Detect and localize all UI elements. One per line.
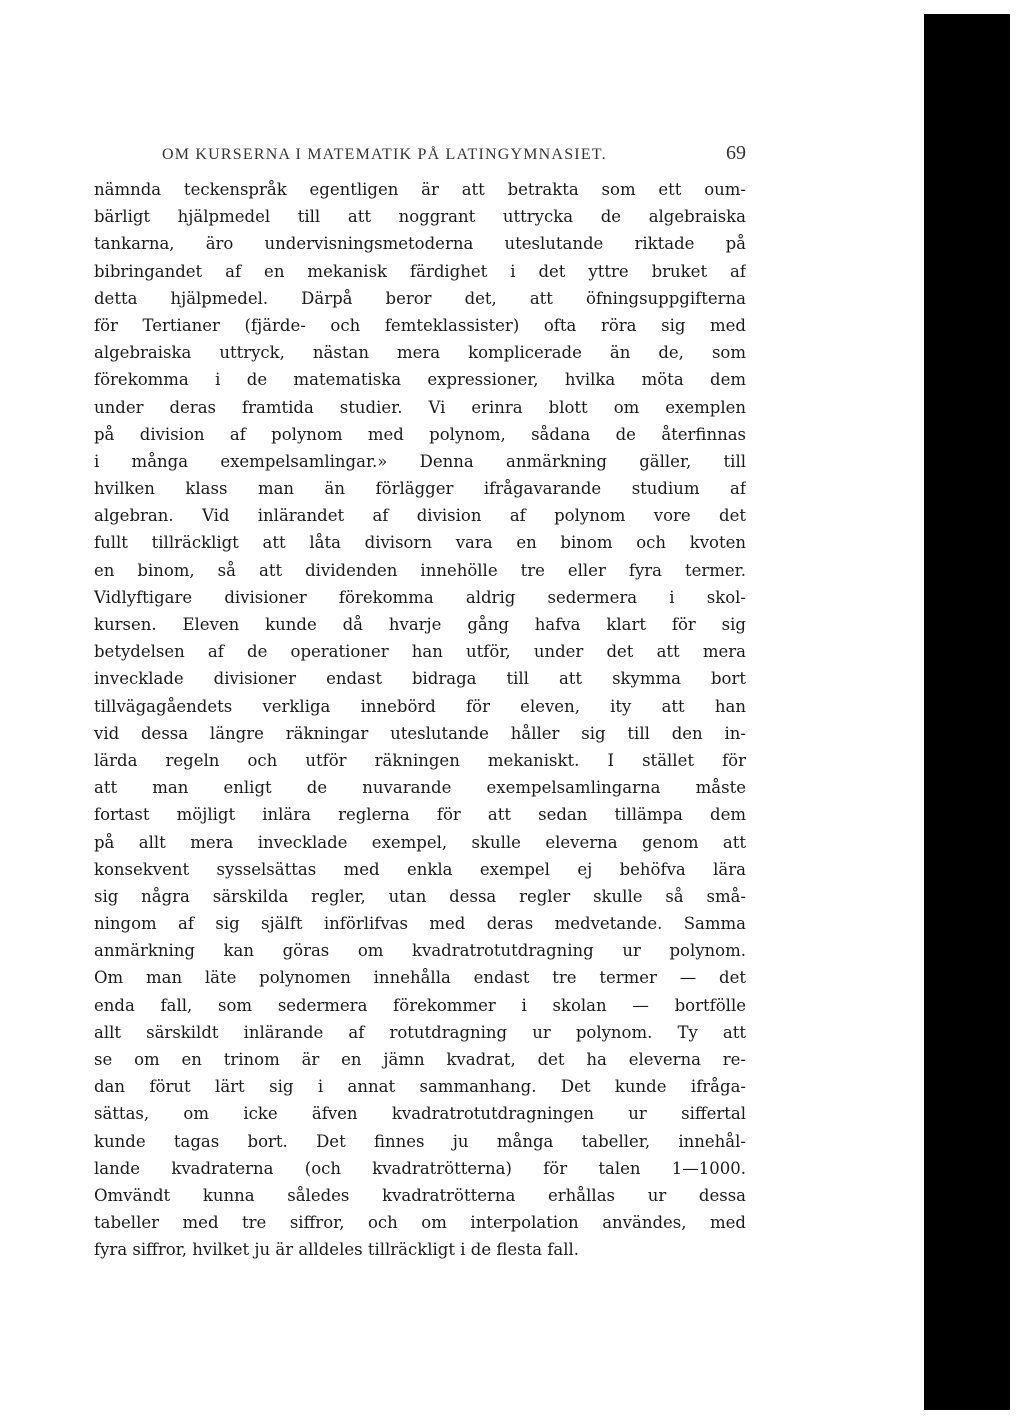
text-line: hvilken klass man än förlägger ifrågavarande studium af xyxy=(94,479,746,499)
text-line: betydelsen af de operationer han utför, under det att mera xyxy=(94,642,746,662)
text-line: kursen. Eleven kunde då hvarje gång hafva klart för sig xyxy=(94,615,746,634)
text-line: under deras framtida studier. Vi erinra blott om exemplen xyxy=(94,397,746,417)
text-line: enda fall, som sedermera förekommer i skolan — bortfölle xyxy=(94,995,746,1015)
text-line: detta hjälpmedel. Därpå beror det, att öfningsuppgifterna xyxy=(94,288,746,308)
text-line: på division af polynom med polynom, sådana de återfinnas xyxy=(94,424,746,444)
text-line: kunde tagas bort. Det finnes ju många tabeller, innehål- xyxy=(94,1131,746,1151)
text-line: ningom af sig själft införlifvas med deras medvetande. Samma xyxy=(94,914,746,934)
text-line: algebran. Vid inlärandet af division af polynom vore det xyxy=(94,506,746,526)
text-line: sättas, om icke äfven kvadratrotutdragningen ur siffertal xyxy=(94,1104,746,1124)
text-line: Om man läte polynomen innehålla endast tre termer — det xyxy=(94,968,746,988)
scan-dark-margin xyxy=(924,14,1010,1410)
text-line: fullt tillräckligt att låta divisorn vara en binom och kvoten xyxy=(94,533,746,553)
text-line: vid dessa längre räkningar uteslutande håller sig till den in- xyxy=(94,723,746,743)
body-text xyxy=(94,176,746,1264)
text-line: bärligt hjälpmedel till att noggrant uttrycka de algebraiska xyxy=(94,207,746,227)
text-line: se om en trinom är en jämn kvadrat, det ha eleverna re- xyxy=(94,1050,746,1069)
text-line: tabeller med tre siffror, och om interpolation användes, med xyxy=(94,1213,746,1233)
text-line: anmärkning kan göras om kvadratrotutdragning ur polynom. xyxy=(94,941,746,961)
text-line: Vidlyftigare divisioner förekomma aldrig sedermera i skol- xyxy=(94,587,746,607)
text-line: på allt mera invecklade exempel, skulle eleverna genom att xyxy=(94,832,746,852)
text-line: för Tertianer (fjärde- och femteklassister) ofta röra sig med xyxy=(94,315,746,335)
text-line: tankarna, äro undervisningsmetoderna uteslutande riktade på xyxy=(94,234,746,254)
running-title: OM KURSERNA I MATEMATIK PÅ LATINGYMNASIET. xyxy=(162,146,607,163)
text-line: i många exempelsamlingar.» Denna anmärkning gäller, till xyxy=(94,451,746,471)
text-line: bibringandet af en mekanisk färdighet i det yttre bruket af xyxy=(94,261,746,281)
text-line: konsekvent sysselsättas med enkla exempel ej behöfva lära xyxy=(94,859,746,879)
running-header xyxy=(162,142,746,166)
text-line: dan förut lärt sig i annat sammanhang. Det kunde ifråga- xyxy=(94,1077,746,1097)
text-line: fyra siffror, hvilket ju är alldeles tillräckligt i de flesta fall. xyxy=(94,1240,580,1260)
text-line: sig några särskilda regler, utan dessa regler skulle så små- xyxy=(94,886,746,906)
text-line: nämnda teckenspråk egentligen är att betrakta som ett oum- xyxy=(94,180,746,199)
text-line: att man enligt de nuvarande exempelsamlingarna måste xyxy=(94,778,746,798)
text-line: Omvändt kunna således kvadratrötterna erhållas ur dessa xyxy=(94,1185,746,1205)
text-line: invecklade divisioner endast bidraga till att skymma bort xyxy=(94,669,746,689)
text-line: en binom, så att dividenden innehölle tre eller fyra termer. xyxy=(94,560,746,580)
text-line: förekomma i de matematiska expressioner, hvilka möta dem xyxy=(94,370,746,390)
text-line: tillvägagåendets verkliga innebörd för eleven, ity att han xyxy=(94,696,746,716)
text-line: allt särskildt inlärande af rotutdragning ur polynom. Ty att xyxy=(94,1022,746,1042)
text-line: algebraiska uttryck, nästan mera komplicerade än de, som xyxy=(94,343,746,363)
text-line: fortast möjligt inlära reglerna för att sedan tillämpa dem xyxy=(94,805,746,825)
text-line: lärda regeln och utför räkningen mekaniskt. I stället för xyxy=(94,750,746,770)
text-line: lande kvadraterna (och kvadratrötterna) för talen 1—1000. xyxy=(94,1158,746,1178)
page-number: 69 xyxy=(726,142,746,164)
